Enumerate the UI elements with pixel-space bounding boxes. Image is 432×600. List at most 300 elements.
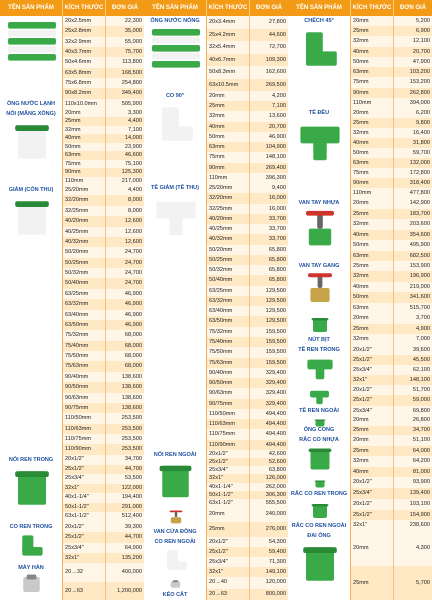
price-rows bbox=[351, 499, 432, 531]
price-row bbox=[207, 183, 288, 193]
price-cell: 253,500 bbox=[121, 415, 142, 422]
size-cell: 40mm bbox=[351, 230, 394, 241]
size-cell: 75x6.8mm bbox=[63, 78, 106, 88]
price-row bbox=[207, 327, 288, 337]
price-cell: 3,300 bbox=[128, 110, 142, 116]
size-cell: 25x1/2" bbox=[207, 547, 250, 557]
price-cell: 46,900 bbox=[124, 290, 142, 297]
product-image-cell bbox=[288, 108, 351, 198]
price-cell: 555,500 bbox=[265, 499, 286, 506]
price-cell: 153,900 bbox=[409, 263, 430, 269]
size-cell: 63mm bbox=[63, 151, 106, 159]
price-cell: 59,000 bbox=[412, 397, 430, 404]
price-cell: 75,100 bbox=[124, 160, 142, 167]
product-illustration bbox=[166, 579, 185, 590]
size-cell: 25mm bbox=[351, 426, 394, 436]
product-name: MÁY HÀN bbox=[18, 565, 44, 571]
price-row bbox=[207, 589, 288, 600]
product-section bbox=[0, 455, 144, 522]
product-name: CO REN TRONG bbox=[9, 524, 53, 530]
price-row bbox=[207, 358, 288, 368]
price-row bbox=[351, 435, 432, 446]
size-cell: 32mm bbox=[351, 128, 394, 138]
price-cell: 9,800 bbox=[416, 120, 430, 126]
size-cell: 20→63 bbox=[63, 582, 106, 600]
price-row bbox=[63, 512, 144, 522]
price-row bbox=[63, 78, 144, 88]
price-cell: 68,000 bbox=[124, 363, 142, 370]
size-cell: 50/32mm bbox=[207, 265, 250, 275]
size-cell: 110/90mm bbox=[207, 440, 250, 450]
price-row bbox=[207, 419, 288, 429]
price-row bbox=[207, 474, 288, 482]
size-cell: 75/63mm bbox=[63, 361, 106, 371]
price-row bbox=[63, 37, 144, 47]
price-cell: 1,200,000 bbox=[117, 587, 142, 594]
price-cell: 4,400 bbox=[128, 187, 142, 193]
product-image-cell bbox=[288, 16, 351, 108]
price-row bbox=[63, 151, 144, 159]
price-row bbox=[351, 168, 432, 178]
price-row bbox=[351, 510, 432, 521]
price-cell: 126,000 bbox=[265, 475, 286, 482]
size-cell: 40x1-1/4" bbox=[207, 483, 250, 491]
size-cell: 50/32mm bbox=[63, 268, 106, 278]
size-cell: 50mm bbox=[351, 240, 394, 251]
size-cell: 63/40mm bbox=[63, 310, 106, 320]
size-cell: 25x1/2" bbox=[351, 355, 394, 365]
price-row bbox=[351, 158, 432, 168]
price-cell: 291,000 bbox=[121, 503, 142, 510]
price-cell: 515,700 bbox=[409, 304, 430, 311]
size-cell: 20→40 bbox=[207, 577, 250, 589]
price-row bbox=[351, 499, 432, 510]
price-row bbox=[63, 216, 144, 226]
product-section bbox=[288, 345, 432, 385]
product-section bbox=[144, 450, 288, 507]
price-row bbox=[63, 143, 144, 151]
price-cell: 24,700 bbox=[124, 259, 142, 266]
price-row bbox=[207, 286, 288, 296]
size-cell: 32x1" bbox=[207, 474, 250, 482]
product-illustration bbox=[4, 118, 60, 166]
size-cell: 25x1/2" bbox=[351, 510, 394, 521]
price-cell: 64,900 bbox=[124, 544, 142, 551]
price-row bbox=[207, 378, 288, 388]
price-row bbox=[63, 444, 144, 454]
price-rows bbox=[207, 507, 288, 537]
price-row bbox=[351, 282, 432, 292]
size-cell: 32x1" bbox=[351, 520, 394, 531]
price-row bbox=[63, 16, 144, 26]
price-cell: 4,200 bbox=[272, 93, 286, 99]
size-cell: 63x1-1/2" bbox=[207, 499, 250, 507]
size-cell: 40mm bbox=[351, 467, 394, 478]
price-row bbox=[63, 278, 144, 288]
product-illustration bbox=[296, 270, 344, 310]
price-cell: 138,600 bbox=[121, 384, 142, 391]
product-section bbox=[288, 477, 432, 499]
price-row bbox=[351, 219, 432, 230]
size-cell: 20x1/2" bbox=[351, 499, 394, 510]
price-row bbox=[207, 111, 288, 121]
price-cell: 46,900 bbox=[124, 321, 142, 328]
size-cell: 40/32mm bbox=[207, 234, 250, 244]
size-cell: 63mm bbox=[207, 142, 250, 152]
price-row bbox=[63, 484, 144, 494]
price-rows bbox=[207, 16, 288, 91]
product-name: VAN TAY NHỰA bbox=[298, 200, 340, 206]
size-cell: 90/50mm bbox=[207, 378, 250, 388]
price-cell: 24,700 bbox=[124, 249, 142, 256]
price-row bbox=[63, 532, 144, 542]
price-cell: 5,700 bbox=[416, 579, 430, 586]
size-cell: 32x1" bbox=[351, 375, 394, 385]
price-column-1 bbox=[0, 0, 144, 600]
size-cell: 63x5.8mm bbox=[63, 68, 106, 78]
price-cell: 3,700 bbox=[416, 315, 430, 321]
price-cell: 800,000 bbox=[265, 590, 286, 597]
size-cell: 32/25mm bbox=[63, 206, 106, 216]
size-cell: 20x1/2" bbox=[207, 537, 250, 547]
price-cell: 194,400 bbox=[121, 494, 142, 501]
price-cell: 349,400 bbox=[121, 90, 142, 97]
price-row bbox=[351, 355, 432, 365]
size-cell: 20mm bbox=[351, 313, 394, 324]
price-cell: 16,000 bbox=[268, 195, 286, 202]
price-row bbox=[351, 324, 432, 335]
size-cell: 32mm bbox=[351, 456, 394, 467]
price-row bbox=[207, 337, 288, 347]
price-cell: 24,700 bbox=[124, 270, 142, 276]
product-name: ỐNG NƯỚC LẠNH bbox=[6, 101, 56, 107]
size-cell: 20mm bbox=[351, 16, 394, 26]
product-illustration bbox=[306, 315, 334, 335]
price-row bbox=[63, 372, 144, 382]
price-rows bbox=[63, 185, 144, 455]
size-cell: 110mm bbox=[63, 177, 106, 185]
price-row bbox=[207, 193, 288, 203]
price-cell: 269,500 bbox=[265, 81, 286, 88]
price-row bbox=[207, 507, 288, 522]
product-name: GIẢM (CÔN THU) bbox=[8, 187, 54, 193]
price-row bbox=[63, 247, 144, 257]
price-rows bbox=[351, 345, 432, 385]
price-cell: 495,900 bbox=[409, 242, 430, 248]
price-row bbox=[351, 456, 432, 467]
size-cell: 20x1/2" bbox=[351, 477, 394, 488]
product-image-cell bbox=[288, 416, 351, 435]
size-cell: 32/20mm bbox=[207, 193, 250, 203]
product-section bbox=[288, 531, 432, 600]
product-name: CHẾCH 45° bbox=[304, 18, 334, 24]
price-row bbox=[207, 522, 288, 537]
product-illustration bbox=[311, 418, 329, 428]
product-illustration bbox=[292, 25, 348, 73]
size-cell: 25x3/4" bbox=[63, 474, 106, 484]
size-cell: 20mm bbox=[207, 507, 250, 522]
price-cell: 240,000 bbox=[265, 511, 286, 517]
price-row bbox=[63, 258, 144, 268]
product-name: RẮC CO NHỰA bbox=[299, 437, 339, 443]
size-cell: 63/32mm bbox=[207, 296, 250, 306]
price-row bbox=[207, 54, 288, 67]
price-cell: 6,200 bbox=[416, 110, 430, 116]
price-row bbox=[207, 16, 288, 29]
price-row bbox=[351, 334, 432, 345]
price-rows bbox=[351, 385, 432, 416]
price-row bbox=[351, 47, 432, 57]
price-row bbox=[63, 382, 144, 392]
price-row bbox=[351, 406, 432, 416]
product-illustration bbox=[311, 479, 329, 489]
size-cell: 32mm bbox=[351, 219, 394, 230]
price-cell: 113,800 bbox=[122, 59, 142, 66]
product-name: RẮC CO REN NGOÀI bbox=[291, 523, 347, 529]
price-row bbox=[207, 316, 288, 326]
price-row bbox=[207, 204, 288, 214]
price-row bbox=[63, 543, 144, 553]
table-header bbox=[0, 0, 144, 16]
price-cell: 34,700 bbox=[124, 456, 142, 462]
product-section bbox=[288, 385, 432, 416]
price-cell: 12,100 bbox=[412, 38, 430, 45]
price-row bbox=[351, 385, 432, 395]
price-row bbox=[63, 522, 144, 532]
product-name: TÊ ĐỀU bbox=[308, 110, 330, 116]
header-price: ĐƠN GIÁ bbox=[255, 4, 283, 11]
price-cell: 12,600 bbox=[124, 218, 142, 225]
product-name: VAN TAY GANG bbox=[298, 263, 340, 269]
price-row bbox=[63, 553, 144, 563]
price-row bbox=[63, 134, 144, 142]
price-rows bbox=[351, 435, 432, 477]
price-cell: 54,300 bbox=[268, 539, 286, 545]
price-cell: 47,900 bbox=[412, 58, 430, 65]
price-rows bbox=[351, 477, 432, 499]
price-cell: 125,300 bbox=[121, 169, 142, 176]
size-cell: 75mm bbox=[351, 168, 394, 178]
price-row bbox=[207, 458, 288, 466]
price-cell: 104,900 bbox=[265, 144, 286, 151]
product-name: NỐI (MĂNG XÔNG) bbox=[6, 111, 56, 117]
price-cell: 65,800 bbox=[268, 267, 286, 274]
size-cell: 50/40mm bbox=[63, 278, 106, 288]
size-cell: 75mm bbox=[63, 160, 106, 168]
product-name: ỐNG CONG bbox=[303, 427, 335, 433]
price-row bbox=[351, 467, 432, 478]
price-cell: 16,400 bbox=[412, 130, 430, 136]
table-header bbox=[288, 0, 432, 16]
price-row bbox=[207, 245, 288, 255]
price-cell: 20,700 bbox=[268, 123, 286, 130]
price-rows bbox=[207, 183, 288, 450]
price-row bbox=[63, 109, 144, 117]
size-cell: 25x1/2" bbox=[63, 532, 106, 542]
product-illustration bbox=[149, 459, 202, 504]
size-cell: 50/40mm bbox=[207, 275, 250, 285]
price-cell: 64,200 bbox=[412, 458, 430, 464]
product-illustration bbox=[292, 117, 348, 165]
size-cell: 63x10.5mm bbox=[207, 79, 250, 92]
price-row bbox=[207, 499, 288, 507]
product-image-cell bbox=[144, 16, 207, 91]
price-rows bbox=[351, 16, 432, 108]
header-size: KÍCH THƯỚC bbox=[351, 0, 394, 16]
size-cell: 40mm bbox=[63, 134, 106, 142]
price-row bbox=[207, 214, 288, 224]
price-cell: 318,400 bbox=[409, 180, 430, 186]
product-section bbox=[0, 185, 144, 455]
size-cell: 75mm bbox=[351, 77, 394, 87]
size-cell: 32mm bbox=[351, 36, 394, 46]
price-cell: 53,500 bbox=[124, 475, 142, 482]
price-cell: 138,600 bbox=[121, 404, 142, 411]
size-cell: 40x6.7mm bbox=[207, 54, 250, 67]
product-illustration bbox=[4, 464, 60, 512]
size-cell: 25x1/2" bbox=[351, 395, 394, 405]
price-row bbox=[63, 351, 144, 361]
size-cell: 25x4.2mm bbox=[207, 29, 250, 42]
price-cell: 65,800 bbox=[268, 277, 286, 284]
price-cell: 329,400 bbox=[265, 390, 286, 397]
price-rows bbox=[63, 109, 144, 185]
price-rows bbox=[63, 522, 144, 563]
price-cell: 59,700 bbox=[412, 150, 430, 156]
size-cell: 20x1/2" bbox=[63, 455, 106, 465]
price-row bbox=[207, 577, 288, 589]
size-cell: 90mm bbox=[63, 168, 106, 176]
price-cell: 159,500 bbox=[265, 349, 286, 356]
size-cell: 63mm bbox=[351, 158, 394, 168]
size-cell: 75/40mm bbox=[207, 337, 250, 347]
price-row bbox=[63, 434, 144, 444]
price-cell: 262,800 bbox=[409, 89, 430, 96]
price-row bbox=[207, 306, 288, 316]
size-cell: 20x2.5mm bbox=[63, 16, 106, 26]
size-cell: 75/40mm bbox=[63, 341, 106, 351]
price-row bbox=[351, 345, 432, 355]
price-cell: 505,900 bbox=[121, 100, 142, 107]
price-cell: 33,700 bbox=[268, 215, 286, 222]
price-cell: 253,500 bbox=[121, 436, 142, 442]
header-product-name: TÊN SẢN PHẨM bbox=[144, 0, 207, 16]
size-cell: 40mm bbox=[351, 47, 394, 57]
price-rows bbox=[207, 450, 288, 507]
price-cell: 494,400 bbox=[265, 441, 286, 448]
size-cell: 50x4.6mm bbox=[63, 57, 106, 67]
price-row bbox=[63, 47, 144, 57]
header-price: ĐƠN GIÁ bbox=[399, 4, 427, 11]
size-cell: 40mm bbox=[207, 122, 250, 132]
price-row bbox=[207, 409, 288, 419]
size-cell: 50mm bbox=[351, 148, 394, 158]
price-row bbox=[207, 79, 288, 92]
price-row bbox=[63, 68, 144, 78]
price-row bbox=[351, 118, 432, 128]
product-image-cell bbox=[288, 261, 351, 313]
product-name: TÊ REN NGOÀI bbox=[299, 408, 339, 414]
price-cell: 196,900 bbox=[409, 273, 430, 280]
price-row bbox=[207, 368, 288, 378]
price-row bbox=[63, 117, 144, 125]
price-cell: 262,000 bbox=[265, 483, 286, 490]
price-cell: 72,700 bbox=[268, 44, 286, 50]
price-row bbox=[63, 227, 144, 237]
price-row bbox=[351, 77, 432, 87]
price-row bbox=[351, 16, 432, 26]
price-row bbox=[207, 66, 288, 79]
size-cell: 25mm bbox=[351, 26, 394, 36]
price-row bbox=[351, 198, 432, 209]
price-cell: 135,200 bbox=[121, 554, 142, 561]
product-name: NỐI REN NGOÀI bbox=[153, 452, 197, 458]
price-cell: 203,600 bbox=[409, 221, 430, 227]
product-name: TÊ REN TRONG bbox=[298, 347, 340, 353]
size-cell: 110/63mm bbox=[63, 424, 106, 434]
price-row bbox=[207, 142, 288, 152]
price-cell: 477,800 bbox=[409, 190, 430, 196]
price-row bbox=[207, 388, 288, 398]
size-cell: 25mm bbox=[63, 117, 106, 125]
size-cell: 25x1/2" bbox=[207, 458, 250, 466]
price-row bbox=[351, 261, 432, 271]
price-cell: 45,500 bbox=[412, 357, 430, 363]
price-cell: 159,500 bbox=[265, 359, 286, 366]
product-section bbox=[288, 499, 432, 531]
size-cell: 110mm bbox=[351, 98, 394, 108]
size-cell: 110/50mm bbox=[207, 409, 250, 419]
size-cell: 32mm bbox=[207, 111, 250, 121]
size-cell: 50x1-1/2" bbox=[207, 491, 250, 499]
price-cell: 13,600 bbox=[268, 113, 286, 120]
size-cell: 25mm bbox=[207, 101, 250, 111]
size-cell: 32x1" bbox=[63, 484, 106, 494]
price-row bbox=[351, 26, 432, 36]
price-cell: 51,100 bbox=[412, 437, 430, 443]
price-row bbox=[63, 361, 144, 371]
price-row bbox=[63, 126, 144, 134]
price-cell: 494,400 bbox=[265, 431, 286, 438]
price-row bbox=[351, 98, 432, 108]
price-cell: 7,100 bbox=[272, 103, 286, 110]
price-cell: 23,900 bbox=[124, 143, 142, 150]
size-cell: 40/32mm bbox=[63, 237, 106, 247]
product-illustration bbox=[148, 192, 204, 240]
size-cell: 63/40mm bbox=[207, 306, 250, 316]
product-image-cell bbox=[0, 455, 63, 522]
price-cell: 34,700 bbox=[412, 426, 430, 433]
price-cell: 62,100 bbox=[412, 367, 430, 373]
size-cell: 75/50mm bbox=[207, 347, 250, 357]
product-section bbox=[288, 108, 432, 198]
header-size: KÍCH THƯỚC bbox=[63, 0, 106, 16]
price-cell: 9,400 bbox=[272, 185, 286, 191]
price-cell: 33,700 bbox=[268, 226, 286, 233]
size-cell: 25x3/4" bbox=[351, 365, 394, 375]
price-row bbox=[63, 26, 144, 36]
price-cell: 122,000 bbox=[121, 484, 142, 491]
product-image-cell bbox=[288, 313, 351, 345]
price-cell: 306,300 bbox=[265, 491, 286, 498]
price-cell: 354,600 bbox=[409, 231, 430, 238]
price-cell: 81,000 bbox=[412, 468, 430, 475]
price-row bbox=[351, 178, 432, 188]
price-row bbox=[63, 310, 144, 320]
size-cell: 90mm bbox=[351, 178, 394, 188]
size-cell: 20mm bbox=[351, 435, 394, 446]
size-cell: 25x3/4" bbox=[351, 488, 394, 499]
